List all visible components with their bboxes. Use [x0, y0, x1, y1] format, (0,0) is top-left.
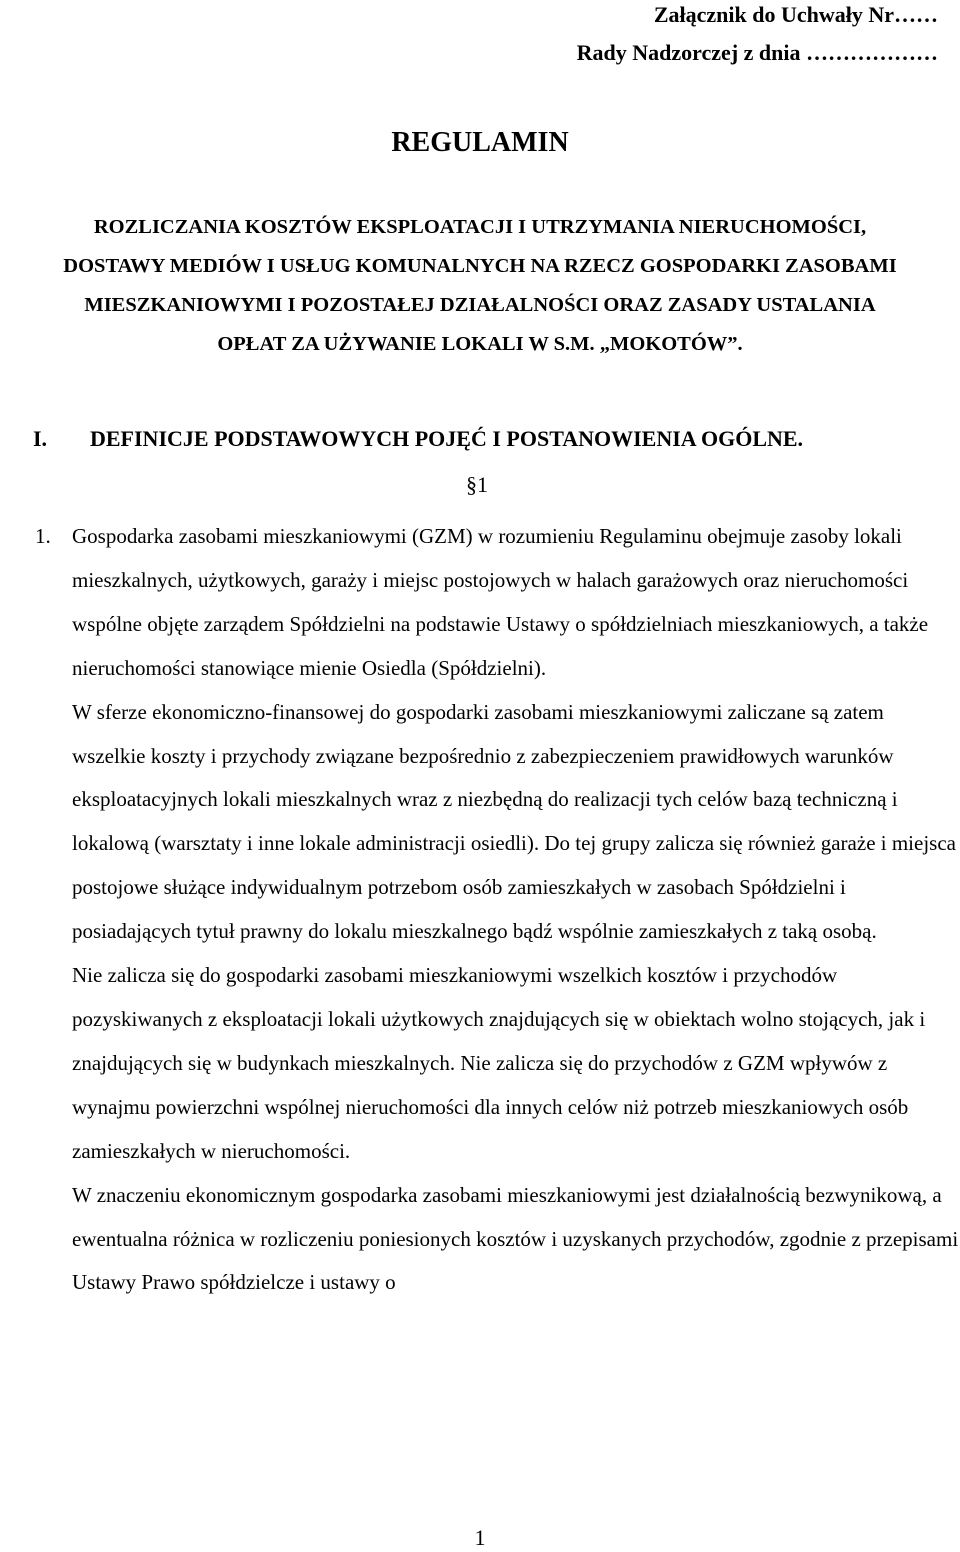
section-number: I. — [33, 426, 48, 451]
subtitle-line: ROZLICZANIA KOSZTÓW EKSPLOATACJI I UTRZYMANIA NIERUCHOMOŚCI, — [93, 216, 867, 238]
document-title: REGULAMIN — [391, 127, 569, 158]
attachment-header: Załącznik do Uchwały Nr…… — [653, 2, 938, 27]
document-subtitle — [0, 208, 960, 364]
body-paragraph — [35, 515, 960, 691]
body-paragraph: W sferze ekonomiczno-finansowej do gospodarki zasobami mieszkaniowymi zaliczane są zatem wszelkie koszty i przychody związane bezpośrednio z zabezpieczeniem prawidłowych warunków eksploatacyjnych lokali mieszkalnych wraz z niezbędną do realizacji tych celów bazą techniczną i lokalową (warsztaty i inne lokale administracji osiedli). Do tej grupy zalicza się również garaże i miejsca postojowe służące indywidualnym potrzebom osób zamieszkałych w zasobach Spółdzielni i posiadających tytuł prawny do lokalu mieszkalnego bądź wspólnie zamieszkałych z taką osobą. — [72, 699, 956, 944]
page-number: 1 — [474, 1525, 486, 1550]
section-heading — [33, 426, 803, 452]
paragraph-text: Gospodarka zasobami mieszkaniowymi (GZM) w rozumieniu Regulaminu obejmuje zasoby lokali mieszkalnych, użytkowych, garaży i miejsc postojowych w halach garażowych oraz nieruchomości wspólne objęte zarządem Spółdzielni na podstawie Ustawy o spółdzielniach mieszkaniowych, a także nieruchomości stanowiące mienie Osiedla (Spółdzielni). — [72, 524, 929, 680]
board-date-header: Rady Nadzorczej z dnia ……………… — [576, 40, 938, 65]
document-body — [35, 515, 960, 1305]
body-paragraph: Nie zalicza się do gospodarki zasobami mieszkaniowymi wszelkich kosztów i przychodów pozyskiwanych z eksploatacji lokali użytkowych znajdujących się w obiektach wolno stojących, jak i znajdujących się w budynkach mieszkalnych. Nie zalicza się do przychodów z GZM wpływów z wynajmu powierzchni wspólnej nieruchomości dla innych celów niż potrzeb mieszkaniowych osób zamieszkałych w nieruchomości. — [72, 963, 926, 1163]
subtitle-line: MIESZKANIOWYMI I POZOSTAŁEJ DZIAŁALNOŚCI ORAZ ZASADY USTALANIA — [84, 294, 876, 316]
body-paragraph: W znaczeniu ekonomicznym gospodarka zasobami mieszkaniowymi jest działalnością bezwynikową, a ewentualna różnica w rozliczeniu poniesionych kosztów i uzyskanych przychodów, zgodnie z przepisami Ustawy Prawo spółdzielcze i ustawy o — [72, 1182, 959, 1295]
subtitle-line: OPŁAT ZA UŻYWANIE LOKALI W S.M. „MOKOTÓW”. — [217, 333, 743, 355]
paragraph-mark: §1 — [466, 472, 488, 497]
subtitle-line: DOSTAWY MEDIÓW I USŁUG KOMUNALNYCH NA RZECZ GOSPODARKI ZASOBAMI — [63, 255, 897, 277]
item-number: 1. — [35, 524, 51, 548]
section-title: DEFINICJE PODSTAWOWYCH POJĘĆ I POSTANOWIENIA OGÓLNE. — [90, 426, 804, 451]
